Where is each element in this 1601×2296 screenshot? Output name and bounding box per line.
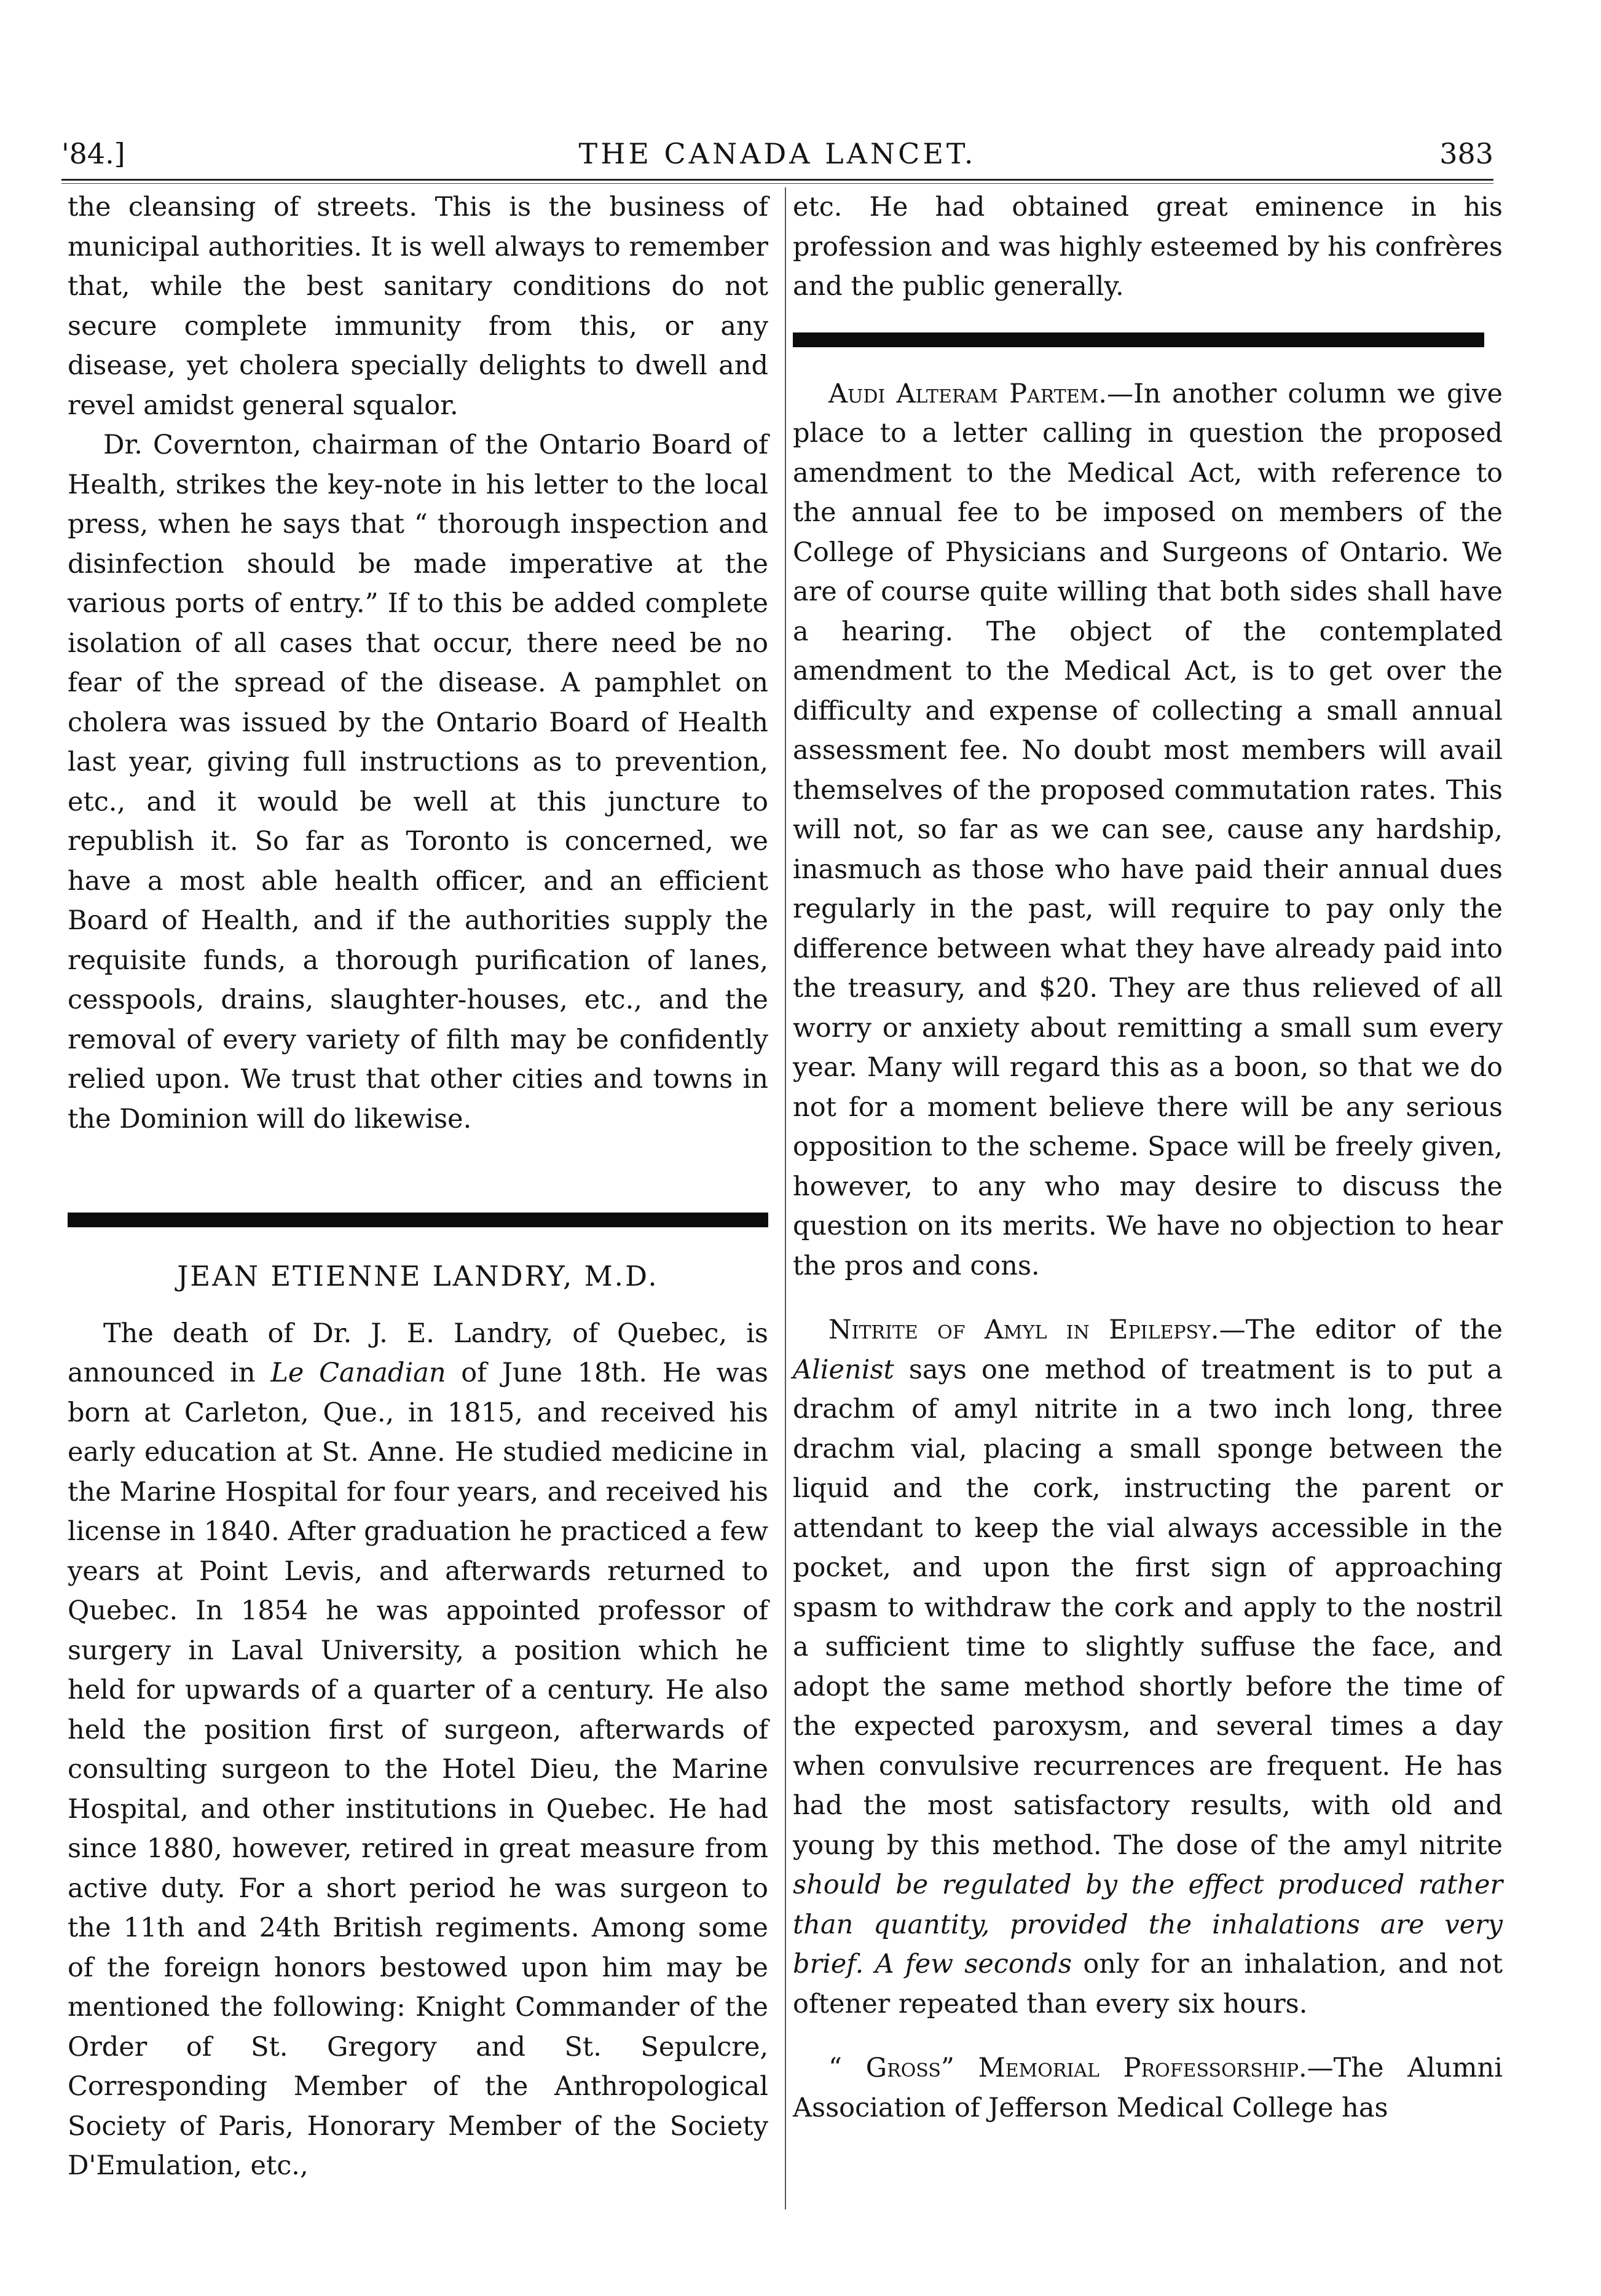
obit-text-2: of June 18th. He was born at Carleton, Que., in 1815, and received his early education at St. Anne. He studied medicine in the Marine Hospital for four years, and received his license in 1840. After graduation he practiced a few years at Point Levis, and afterwards returned to Quebec. In 1854 he was appointed professor of surgery in Laval University, a position which he held for upwards of a quarter of a century. He also held the position first of surgeon, afterwards of consulting surgeon to the Hotel Dieu, the Marine Hospital, and other institutions in Quebec. He had since 1880, however, retired in great measure from active duty. For a short period he was surgeon to the 11th and 24th British regiments. Among some of the foreign honors bestowed upon him may be mentioned the following: Knight Commander of the Order of St. Gregory and St. Sepulcre, Corresponding Member of the Anthropological Society of Paris, Honorary Member of the Society D'Emulation, etc.,	[68, 1358, 768, 2181]
gross-heading: “ Gross” Memorial Professorship.	[828, 2053, 1307, 2083]
issue-mark: '84.]	[61, 137, 125, 170]
nitrite-text-3: only for an inhalation, and not oftener repeated than every six hours.	[793, 1949, 1503, 2019]
page-number: 383	[1439, 137, 1493, 170]
left-column	[68, 187, 768, 2186]
audi-heading: Audi Alteram Partem.	[828, 378, 1107, 409]
section-divider-bar	[68, 1213, 768, 1227]
section-divider-bar-right	[793, 332, 1484, 347]
obituary-continuation: etc. He had obtained great eminence in his profession and was highly esteemed by his confrères and the public generally.	[793, 192, 1503, 302]
journal-name: Alienist	[793, 1354, 894, 1385]
nitrite-italic-1: should be regulated by the effect produced rather than quantity, provided the inhalations are very brief.	[793, 1869, 1503, 1980]
header-rule-thin	[61, 183, 1493, 184]
nitrite-italic-2: A few seconds	[875, 1949, 1072, 1980]
nitrite-text-2: says one method of treatment is to put a drachm of amyl nitrite in a two inch long, three drachm vial, placing a small sponge between the liquid and the cork, instructing the parent or attendant to keep the vial always accessible in the pocket, and upon the first sign of approaching spasm to withdraw the cork and apply to the nostril a sufficient time to slightly suffuse the face, and adopt the same method shortly before the time of the expected paroxysm, and several times a day when convulsive recurrences are frequent. He has had the most satisfactory results, with old and young by this method. The dose of the amyl nitrite	[793, 1354, 1503, 1861]
nitrite-heading: Nitrite of Amyl in Epilepsy.	[828, 1315, 1219, 1345]
audi-alteram-partem-article	[793, 374, 1503, 1286]
obit-text-1: The death of Dr. J. E. Landry, of Quebec, is announced in	[68, 1318, 768, 1388]
page-header	[61, 132, 1493, 175]
header-rule	[61, 179, 1493, 181]
nitrite-of-amyl-article	[793, 1310, 1503, 2024]
obituary-title: JEAN ETIENNE LANDRY, M.D.	[177, 1260, 659, 1292]
column-divider	[785, 187, 786, 2209]
right-column	[793, 187, 1503, 2128]
cholera-paragraph-end: the cleansing of streets. This is the business of municipal authorities. It is well always to remember that, while the best sanitary conditions do not secure complete immunity from this, or any disease, yet cholera specially delights to dwell and revel amidst general squalor.	[68, 192, 768, 421]
newspaper-name: Le Canadian	[270, 1358, 446, 1388]
nitrite-text-1: —The editor of the	[1219, 1315, 1503, 1345]
audi-body: —In another column we give place to a letter calling in question the proposed amendment to the Medical Act, with reference to the annual fee to be imposed on members of the College of Physicians and Surgeons of Ontario. We are of course quite willing that both sides shall have a hearing. The object of the contemplated amendment to the Medical Act, is to get over the difficulty and expense of collecting a small annual assessment fee. No doubt most members will avail themselves of the proposed commutation rates. This will not, so far as we can see, cause any hardship, inasmuch as those who have paid their annual dues regularly in the past, will require to pay only the difference between what they have already paid into the treasury, and $20. They are thus relieved of all worry or anxiety about remitting a small sum every year. Many will regard this as a boon, so that we do not for a moment believe there will be any serious opposition to the scheme. Space will be freely given, however, to any who may desire to discuss the question on its merits. We have no objection to hear the pros and cons.	[793, 378, 1503, 1281]
running-title: THE CANADA LANCET.	[578, 137, 977, 170]
gross-body: —The Alumni Association of Jefferson Medical College has	[793, 2053, 1503, 2123]
gross-memorial-article	[793, 2048, 1503, 2128]
covernton-paragraph: Dr. Covernton, chairman of the Ontario Board of Health, strikes the key-note in his letter to the local press, when he says that “ thorough inspection and disinfection should be made imperative at the various ports of entry.” If to this be added complete isolation of all cases that occur, there need be no fear of the spread of the disease. A pamphlet on cholera was issued by the Ontario Board of Health last year, giving full instructions as to prevention, etc., and it would be well at this juncture to republish it. So far as Toronto is concerned, we have a most able health officer, and an efficient Board of Health, and if the authorities supply the requisite funds, a thorough purification of lanes, cesspools, drains, slaughter-houses, etc., and the removal of every variety of filth may be confidently relied upon. We trust that other cities and towns in the Dominion will do likewise.	[68, 430, 768, 1134]
obituary-paragraph	[68, 1314, 768, 2186]
